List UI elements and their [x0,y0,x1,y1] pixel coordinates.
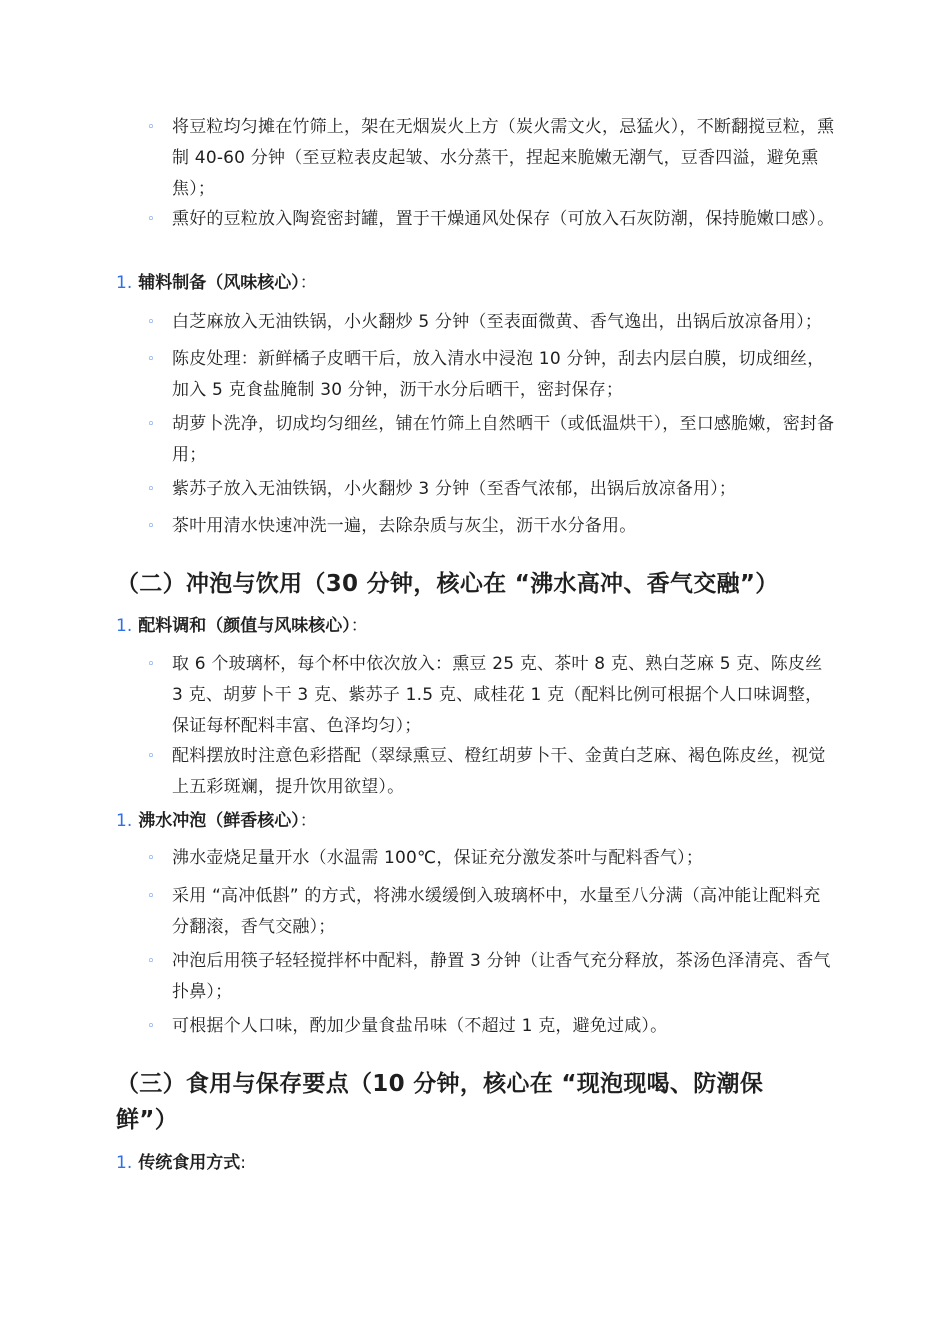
bullet-marker: ◦ [147,417,155,432]
list-item: 紫苏子放入无油铁锅，小火翻炒 3 分钟（至香气浓郁，出锅后放凉备用）； [172,479,737,499]
item-suffix: ： [299,811,317,831]
list-item: 将豆粒均匀摊在竹筛上，架在无烟炭火上方（炭火需文火，忌猛火），不断翻搅豆粒，熏制 40-60 分钟（至豆粒表皮起皱、水分蒸干，捏起来脆嫩无潮气，豆香四溢，避免熏焦）； [172,117,835,199]
heading-line: 鲜”） [116,1107,179,1133]
list-item: 白芝麻放入无油铁锅，小火翻炒 5 分钟（至表面微黄、香气逸出，出锅后放凉备用）； [172,312,823,332]
numbered-item-brewing [116,806,317,837]
item-title: 沸水冲泡（鲜香核心） [138,811,300,831]
list-item: 配料摆放时注意色彩搭配（翠绿熏豆、橙红胡萝卜干、金黄白芝麻、褐色陈皮丝，视觉上五彩斑斓，提升饮用欲望）。 [172,746,826,797]
item-title: 传统食用方式 [138,1153,241,1173]
numbered-item-mixing [116,611,368,642]
bullet-marker: ◦ [147,315,155,330]
number-marker: 1. [116,616,133,636]
bullet-marker: ◦ [147,482,155,497]
number-marker: 1. [116,1153,133,1173]
item-suffix: : [240,1153,246,1173]
numbered-item-consumption [116,1148,246,1179]
list-item: 茶叶用清水快速冲洗一遍，去除杂质与灰尘，沥干水分备用。 [172,516,637,536]
number-marker: 1. [116,273,133,293]
section-heading-brewing: （二）冲泡与饮用（30 分钟，核心在 “沸水高冲、香气交融”） [116,571,779,597]
list-item: 可根据个人口味，酌加少量食盐吊味（不超过 1 克，避免过咸）。 [172,1016,668,1036]
list-item: 陈皮处理：新鲜橘子皮晒干后，放入清水中浸泡 10 分钟，刮去内层白膜，切成细丝，加入 5 克食盐腌制 30 分钟，沥干水分后晒干，密封保存； [172,349,825,400]
item-title: 配料调和（颜值与风味核心） [138,616,351,636]
bullet-marker: ◦ [147,657,155,672]
section-heading-storage [116,1066,816,1138]
bullet-marker: ◦ [147,889,155,904]
heading-line: （三）食用与保存要点（10 分钟，核心在 “现泡现喝、防潮保 [116,1071,764,1097]
list-item: 胡萝卜洗净，切成均匀细丝，铺在竹筛上自然晒干（或低温烘干），至口感脆嫩，密封备用； [172,414,835,465]
numbered-item-auxiliary [116,268,317,299]
number-marker: 1. [116,811,133,831]
list-item: 沸水壶烧足量开水（水温需 100℃，保证充分激发茶叶与配料香气）； [172,848,704,868]
bullet-marker: ◦ [147,851,155,866]
list-item: 熏好的豆粒放入陶瓷密封罐，置于干燥通风处保存（可放入石灰防潮，保持脆嫩口感）。 [172,209,835,229]
list-item: 采用 “高冲低斟” 的方式，将沸水缓缓倒入玻璃杯中，水量至八分满（高冲能让配料充分翻滚，香气交融）； [172,886,821,937]
bullet-marker: ◦ [147,352,155,367]
bullet-marker: ◦ [147,749,155,764]
item-title: 辅料制备（风味核心） [138,273,300,293]
item-suffix: ： [299,273,317,293]
bullet-marker: ◦ [147,954,155,969]
list-item: 冲泡后用筷子轻轻搅拌杯中配料，静置 3 分钟（让香气充分释放，茶汤色泽清亮、香气扑鼻）； [172,951,831,1002]
bullet-marker: ◦ [147,1019,155,1034]
bullet-marker: ◦ [147,120,155,135]
list-item: 取 6 个玻璃杯，每个杯中依次放入：熏豆 25 克、茶叶 8 克、熟白芝麻 5 克、陈皮丝 3 克、胡萝卜干 3 克、紫苏子 1.5 克、咸桂花 1 克（配料比例可根据个人口味调整，保证每杯配料丰富、色泽均匀）； [172,654,823,736]
bullet-marker: ◦ [147,212,155,227]
bullet-marker: ◦ [147,519,155,534]
item-suffix: ： [350,616,368,636]
